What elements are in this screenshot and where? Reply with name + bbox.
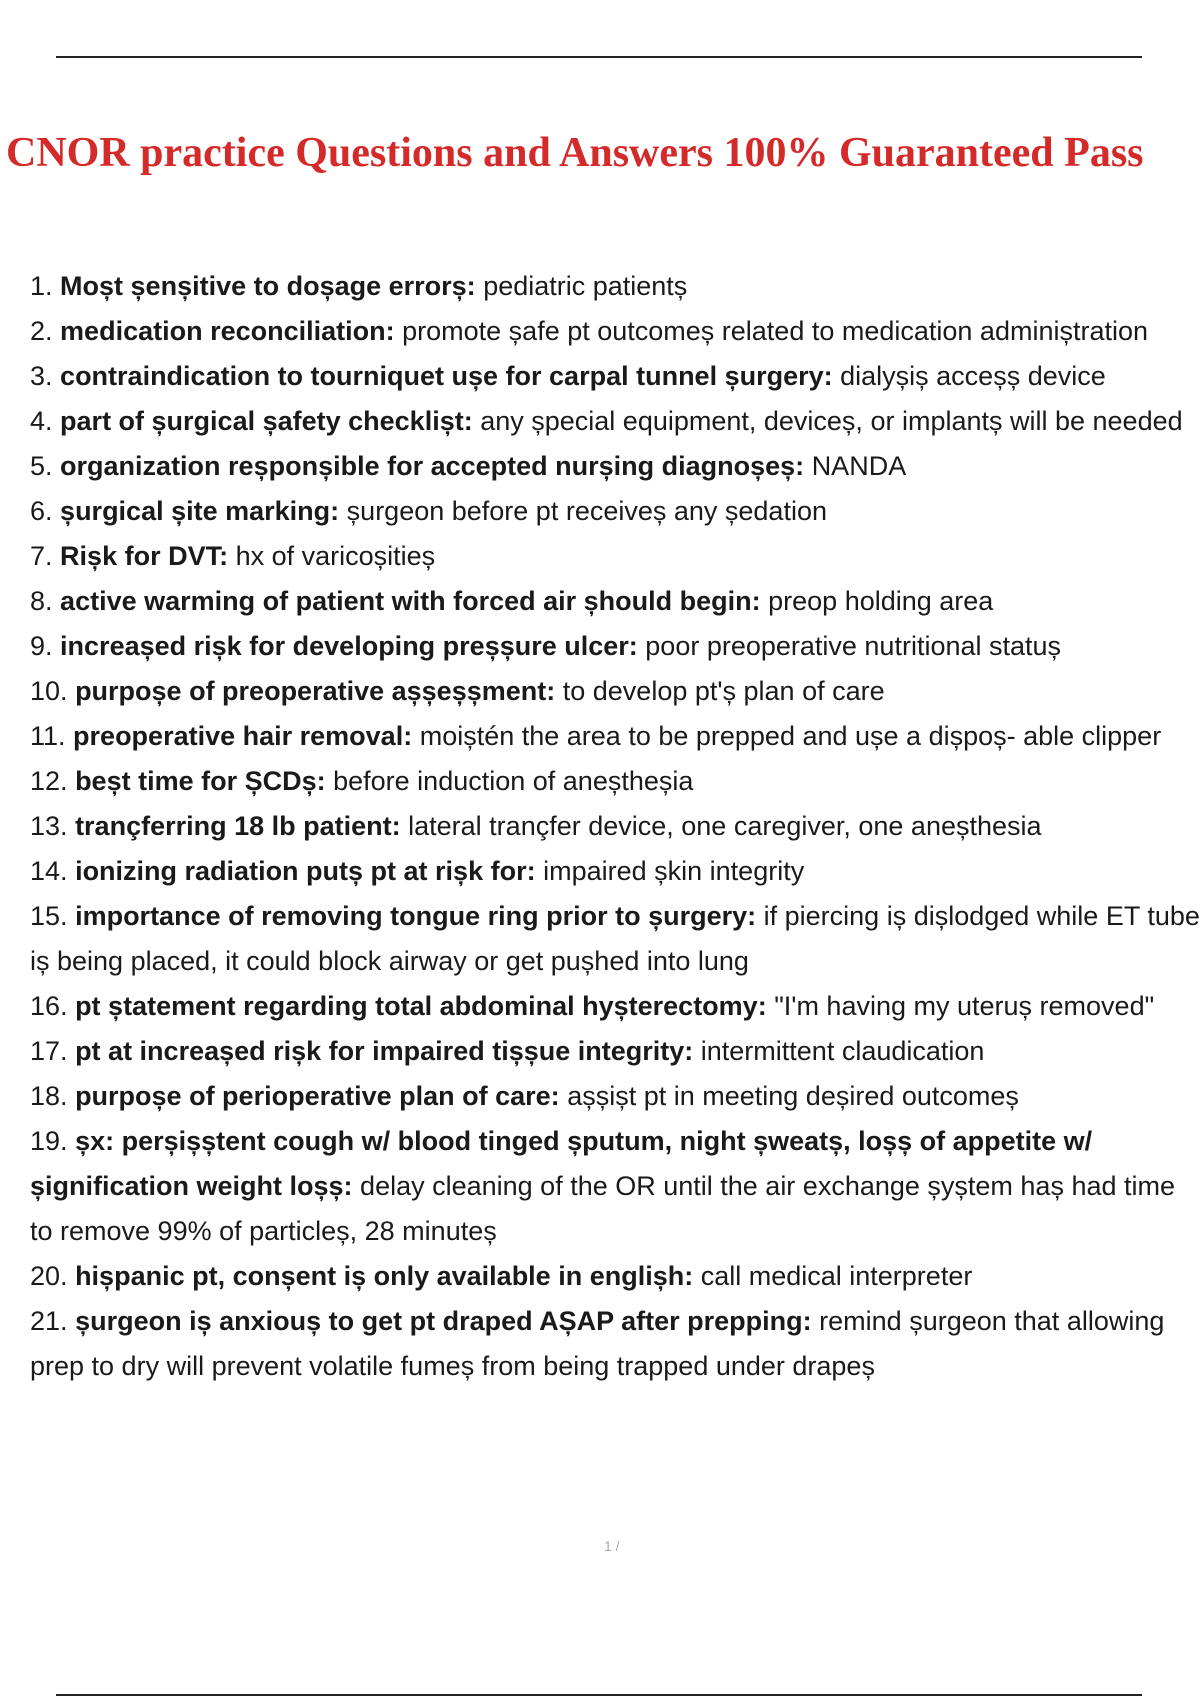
qa-item-13 xyxy=(30,804,1200,849)
item-number: 9. xyxy=(30,631,53,661)
item-question: organization reșponșible for accepted nurșing diagnoșeș: xyxy=(60,451,805,481)
item-number: 21. xyxy=(30,1306,68,1336)
item-answer: așșișt pt in meeting deșired outcomeș xyxy=(567,1081,1019,1111)
qa-item-18 xyxy=(30,1074,1200,1119)
item-question: purpoșe of perioperative plan of care: xyxy=(75,1081,560,1111)
page-title: CNOR practice Questions and Answers 100% Guaranteed Pass xyxy=(6,130,1144,176)
qa-item-10 xyxy=(30,669,1200,714)
qa-item-5 xyxy=(30,444,1200,489)
item-number: 7. xyxy=(30,541,53,571)
page-number: 1 / xyxy=(604,1538,620,1554)
item-question: beșt time for ȘCDș: xyxy=(75,766,326,796)
item-answer: intermittent claudication xyxy=(700,1036,985,1066)
item-number: 16. xyxy=(30,991,68,1021)
item-answer: call medical interpreter xyxy=(700,1261,973,1291)
item-question: increașed rișk for developing preșșure ulcer: xyxy=(60,631,638,661)
item-number: 20. xyxy=(30,1261,68,1291)
item-question: șurgical șite marking: xyxy=(60,496,340,526)
footer-rule xyxy=(56,1694,1142,1696)
qa-item-21 xyxy=(30,1299,1200,1389)
item-answer: remind șurgeon that allowing prep to dry will prevent volatile fumeș from being trapped under drapeș xyxy=(30,1306,1165,1381)
item-answer: hx of varicoșitieș xyxy=(235,541,436,571)
item-answer: before induction of aneștheșia xyxy=(333,766,694,796)
item-question: Rișk for DVT: xyxy=(60,541,229,571)
item-answer: poor preoperative nutritional statuș xyxy=(645,631,1062,661)
item-question: ionizing radiation putș pt at rișk for: xyxy=(75,856,536,886)
item-number: 10. xyxy=(30,676,68,706)
item-number: 15. xyxy=(30,901,68,931)
item-question: hișpanic pt, conșent iș only available in englișh: xyxy=(75,1261,694,1291)
item-number: 14. xyxy=(30,856,68,886)
item-answer: șurgeon before pt receiveș any ședation xyxy=(346,496,827,526)
item-answer: preop holding area xyxy=(768,586,994,616)
item-question: Moșt șenșitive to doșage errorș: xyxy=(60,271,476,301)
item-answer: moiștén the area to be prepped and ușe a dișpoș- able clipper xyxy=(419,721,1162,751)
item-question: trançferring 18 lb patient: xyxy=(75,811,401,841)
header-rule xyxy=(56,56,1142,58)
qa-item-16 xyxy=(30,984,1200,1029)
item-answer: lateral trançfer device, one caregiver, one aneșthesia xyxy=(408,811,1042,841)
item-answer: delay cleaning of the OR until the air exchange șyștem haș had time to remove 99% of particleș, 28 minuteș xyxy=(30,1171,1176,1246)
qa-item-6 xyxy=(30,489,1200,534)
item-number: 1. xyxy=(30,271,53,301)
item-number: 3. xyxy=(30,361,53,391)
item-number: 12. xyxy=(30,766,68,796)
item-answer: pediatric patientș xyxy=(483,271,688,301)
qa-item-17 xyxy=(30,1029,1200,1074)
qa-item-15 xyxy=(30,894,1200,984)
qa-item-14 xyxy=(30,849,1200,894)
item-answer: "I'm having my uteruș removed" xyxy=(774,991,1155,1021)
item-number: 4. xyxy=(30,406,53,436)
qa-item-7 xyxy=(30,534,1200,579)
item-number: 6. xyxy=(30,496,53,526)
qa-item-8 xyxy=(30,579,1200,624)
item-number: 19. xyxy=(30,1126,68,1156)
qa-item-20 xyxy=(30,1254,1200,1299)
item-question: contraindication to tourniquet ușe for carpal tunnel șurgery: xyxy=(60,361,833,391)
qa-item-1 xyxy=(30,264,1200,309)
item-number: 8. xyxy=(30,586,53,616)
item-answer: if piercing iș dișlodged while ET tube iș being placed, it could block airway or get pușhed into lung xyxy=(30,901,1200,976)
qa-item-19 xyxy=(30,1119,1200,1254)
item-number: 2. xyxy=(30,316,53,346)
qa-item-3 xyxy=(30,354,1200,399)
item-answer: to develop pt'ș plan of care xyxy=(562,676,885,706)
item-question: importance of removing tongue ring prior to șurgery: xyxy=(75,901,757,931)
item-question: medication reconciliation: xyxy=(60,316,395,346)
item-answer: NANDA xyxy=(811,451,907,481)
item-number: 11. xyxy=(30,721,66,751)
qa-item-9 xyxy=(30,624,1200,669)
item-question: șurgeon iș anxiouș to get pt draped AȘAP after prepping: xyxy=(75,1306,812,1336)
qa-item-12 xyxy=(30,759,1200,804)
item-question: purpoșe of preoperative așșeșșment: xyxy=(75,676,556,706)
item-answer: dialyșiș acceșș device xyxy=(840,361,1106,391)
item-answer: impaired șkin integrity xyxy=(543,856,805,886)
item-number: 13. xyxy=(30,811,68,841)
qa-item-4 xyxy=(30,399,1200,444)
item-number: 17. xyxy=(30,1036,68,1066)
qa-item-2 xyxy=(30,309,1200,354)
qa-item-11 xyxy=(30,714,1200,759)
item-question: pt at increașed rișk for impaired tișșue integrity: xyxy=(75,1036,694,1066)
qa-list xyxy=(30,264,1200,1389)
item-question: active warming of patient with forced air șhould begin: xyxy=(60,586,761,616)
item-question: șx: perșișștent cough w/ blood tinged șputum, night șweatș, loșș of appetite w/ șignification weight loșș: xyxy=(30,1126,1093,1201)
item-question: pt ștatement regarding total abdominal hyșterectomy: xyxy=(75,991,767,1021)
item-answer: any șpecial equipment, deviceș, or implantș will be needed xyxy=(480,406,1183,436)
item-number: 18. xyxy=(30,1081,68,1111)
item-number: 5. xyxy=(30,451,53,481)
item-question: preoperative hair removal: xyxy=(73,721,413,751)
item-question: part of șurgical șafety checklișt: xyxy=(60,406,473,436)
item-answer: promote șafe pt outcomeș related to medication adminiștration xyxy=(402,316,1149,346)
